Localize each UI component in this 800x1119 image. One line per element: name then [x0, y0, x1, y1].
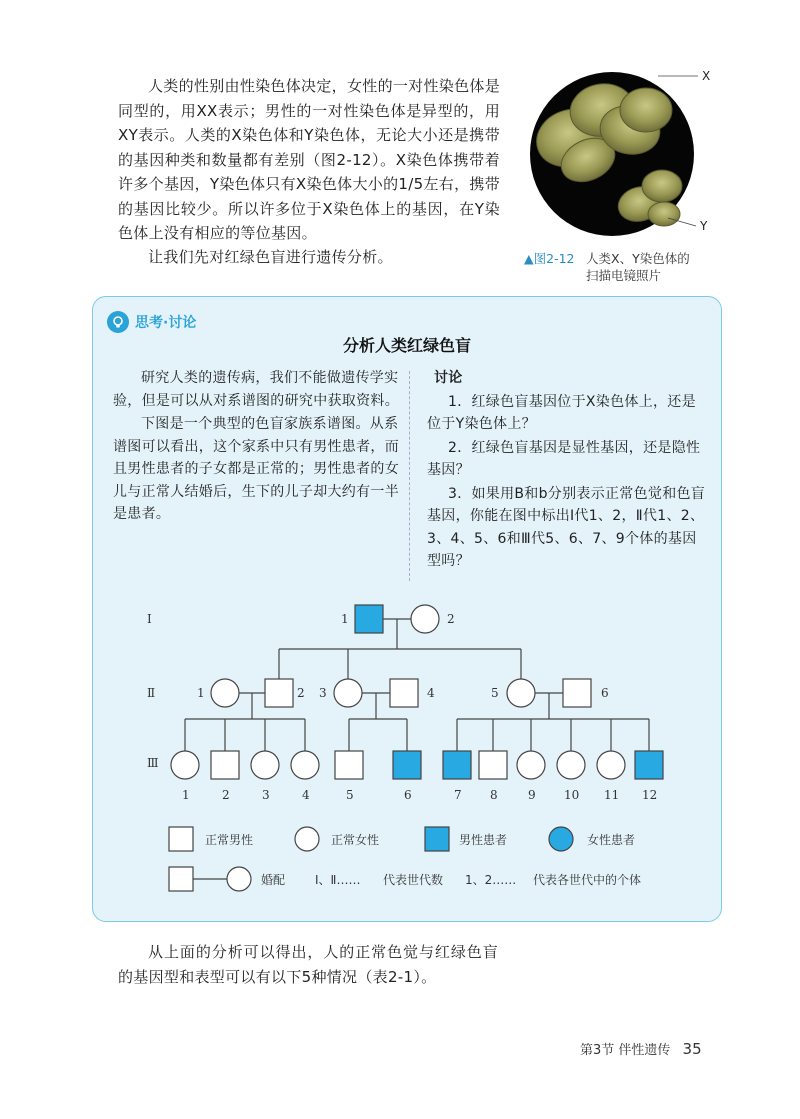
page-number: 35 [682, 1040, 702, 1058]
individual-I-2 [411, 605, 439, 633]
individual-number: 1 [341, 612, 349, 626]
individual-number: 6 [601, 686, 609, 700]
figure-caption-number: ▲图2-12 [524, 251, 575, 266]
legend-affected-male: 男性患者 [459, 833, 508, 847]
generation-label: Ⅲ [147, 756, 159, 770]
legend-marriage-male [169, 867, 193, 891]
intro-paragraph-1: 人类的性别由性染色体决定，女性的一对性染色体是同型的，用XX表示；男性的一对性染色体是异型的，用XY表示。人类的X染色体和Y染色体，无论大小还是携带的基因种类和数量都有差别（图2-12）。X染色体携带着许多个基因，Y染色体只有X染色体大小的1/5左右，携带的基因比较少。所以许多位于X染色体上的基因，在Y染色体上没有相应的等位基因。 [118, 77, 500, 242]
individual-number: 11 [604, 788, 620, 802]
individual-number: 1 [182, 788, 190, 802]
individual-number: 5 [346, 788, 354, 802]
individual-II-6 [563, 679, 591, 707]
legend-generation-code: Ⅰ、Ⅱ…… [315, 873, 361, 887]
legend-normal-female: 正常女性 [331, 833, 380, 847]
discussion-question: 2．红绿色盲基因是显性基因，还是隐性基因？ [427, 439, 701, 478]
thinking-discussion-box [92, 296, 722, 922]
footer-section: 第3节 伴性遗传 [580, 1043, 671, 1058]
individual-number: 9 [528, 788, 536, 802]
individual-number: 3 [262, 788, 270, 802]
individual-number: 4 [427, 686, 435, 700]
individual-III-8 [479, 751, 507, 779]
individual-III-6 [393, 751, 421, 779]
discussion-question: 3．如果用B和b分别表示正常色觉和色盲基因，你能在图中标出Ⅰ代1、2，Ⅱ代1、2、3、4、5、6和Ⅲ代5、6、7、9个体的基因型吗？ [427, 485, 706, 569]
individual-III-9 [517, 751, 545, 779]
pedigree-chart [93, 593, 721, 923]
legend-affected-female-symbol [549, 827, 573, 851]
generation-label: Ⅰ [147, 612, 152, 626]
label-y: Y [700, 219, 708, 233]
individual-II-5 [507, 679, 535, 707]
individual-number: 2 [222, 788, 230, 802]
individual-II-1 [211, 679, 239, 707]
individual-III-12 [635, 751, 663, 779]
individual-III-7 [443, 751, 471, 779]
individual-I-1 [355, 605, 383, 633]
lightbulb-icon [107, 311, 129, 333]
individual-III-2 [211, 751, 239, 779]
box-tag [107, 311, 196, 333]
individual-II-3 [334, 679, 362, 707]
individual-III-5 [335, 751, 363, 779]
chromosome-photo [528, 68, 718, 238]
individual-number: 10 [564, 788, 580, 802]
intro-text [118, 74, 500, 246]
legend-generation-meaning: 代表世代数 [383, 873, 444, 887]
box-left-paragraph: 下图是一个典型的色盲家族系谱图。从系谱图可以看出，这个家系中只有男性患者，而且男性患者的子女都是正常的；男性患者的女儿与正常人结婚后，生下的儿子却大约有一半是患者。 [113, 416, 399, 522]
legend-normal-male: 正常男性 [205, 833, 254, 847]
box-left-paragraph: 研究人类的遗传病，我们不能做遗传学实验，但是可以从对系谱图的研究中获取资料。 [113, 370, 399, 409]
generation-label: Ⅱ [147, 686, 156, 700]
individual-III-3 [251, 751, 279, 779]
outro-paragraph: 从上面的分析可以得出，人的正常色觉与红绿色盲的基因型和表型可以有以下5种情况（表2-1）。 [118, 943, 498, 986]
column-divider [409, 371, 410, 581]
outro-text [118, 940, 498, 989]
page-footer [580, 1039, 702, 1058]
box-tag-label: 思考·讨论 [135, 315, 197, 331]
figure-caption-text: 人类X、Y染色体的扫描电镜照片 [586, 251, 690, 283]
individual-number: 1 [197, 686, 205, 700]
individual-number: 2 [297, 686, 305, 700]
label-x: X [702, 69, 711, 83]
individual-III-11 [597, 751, 625, 779]
individual-number: 5 [491, 686, 499, 700]
legend-marriage-female [227, 867, 251, 891]
individual-number: 2 [447, 612, 455, 626]
box-right-column [427, 367, 707, 574]
individual-II-4 [390, 679, 418, 707]
legend-individual-code: 1、2…… [465, 873, 517, 887]
legend-affected-male-symbol [425, 827, 449, 851]
individual-number: 8 [490, 788, 498, 802]
box-title: 分析人类红绿色盲 [342, 336, 471, 355]
individual-III-1 [171, 751, 199, 779]
individual-number: 3 [319, 686, 327, 700]
individual-number: 7 [454, 788, 462, 802]
legend-normal-female-symbol [295, 827, 319, 851]
legend-individual-meaning: 代表各世代中的个体 [533, 873, 642, 887]
legend-affected-female: 女性患者 [587, 833, 636, 847]
individual-number: 12 [642, 788, 658, 802]
legend-normal-male-symbol [169, 827, 193, 851]
individual-number: 4 [302, 788, 310, 802]
discussion-heading: 讨论 [434, 370, 463, 386]
individual-II-2 [265, 679, 293, 707]
individual-III-10 [557, 751, 585, 779]
legend-marriage: 婚配 [261, 873, 286, 887]
box-left-column [113, 367, 403, 527]
discussion-question: 1．红绿色盲基因位于X染色体上，还是位于Y染色体上？ [427, 393, 696, 432]
individual-III-4 [291, 751, 319, 779]
individual-number: 6 [404, 788, 412, 802]
intro-paragraph-2: 让我们先对红绿色盲进行遗传分析。 [148, 248, 393, 266]
